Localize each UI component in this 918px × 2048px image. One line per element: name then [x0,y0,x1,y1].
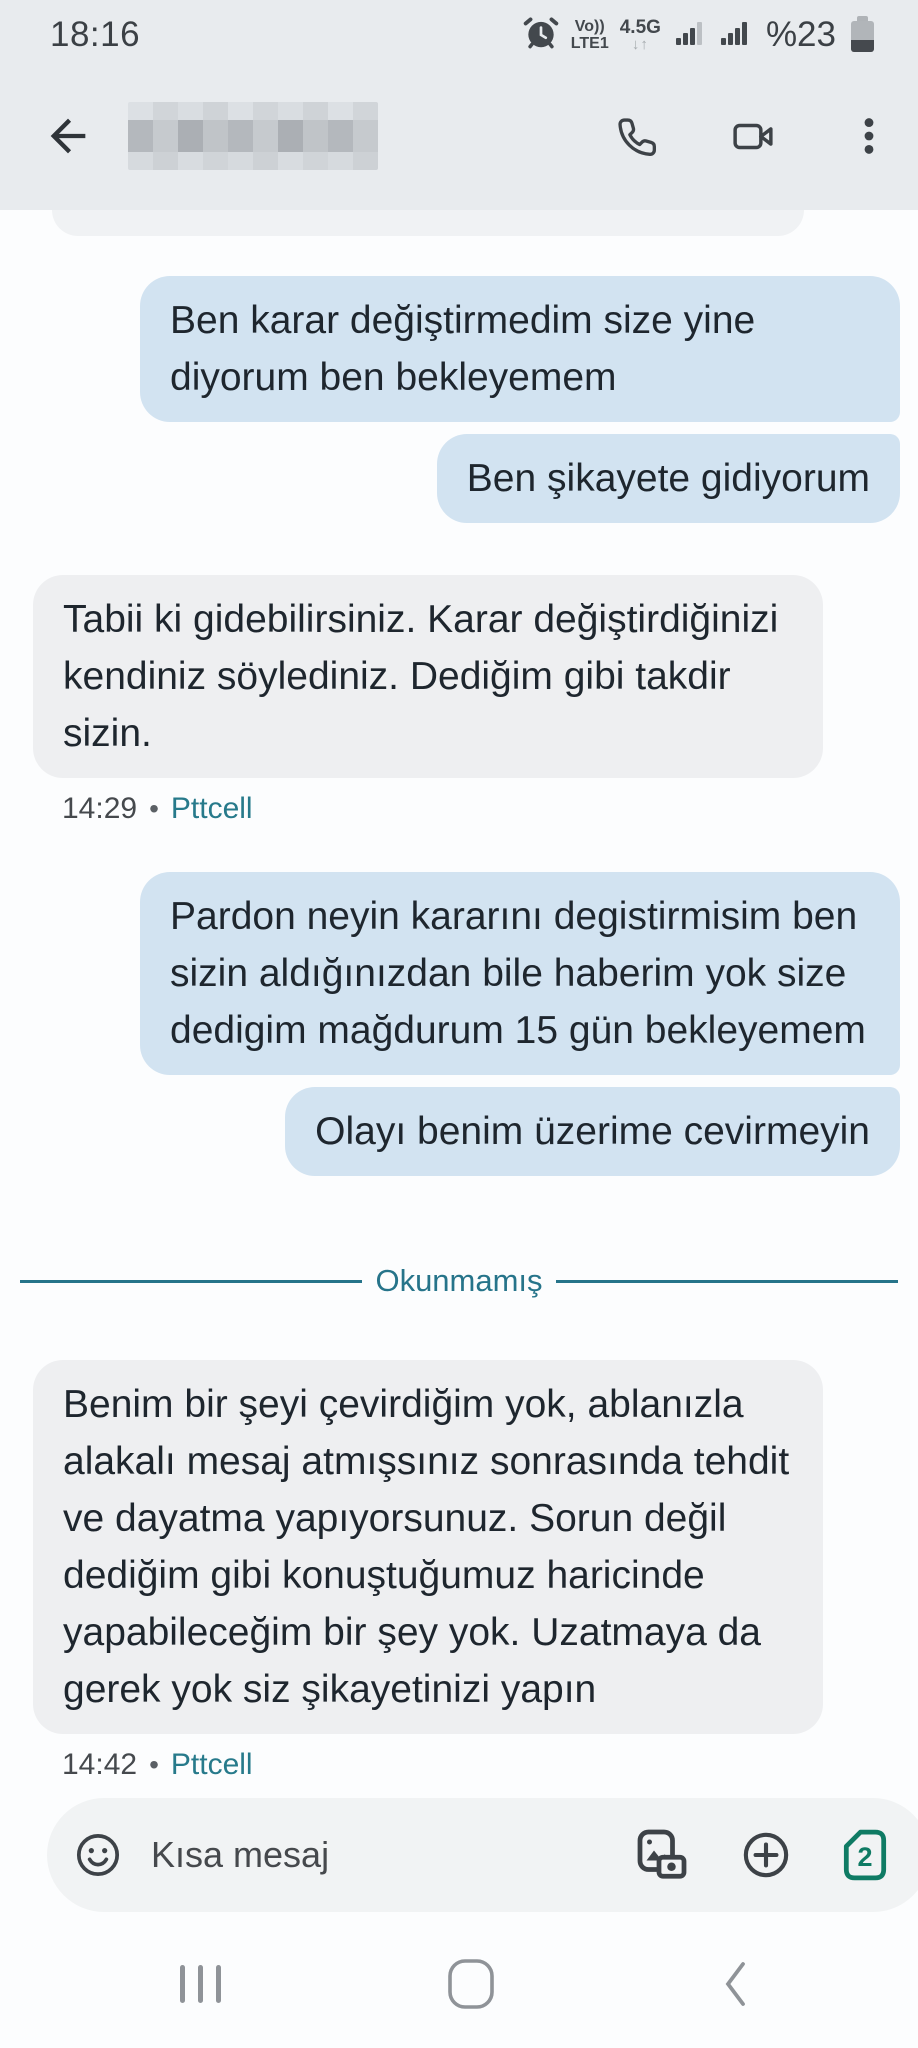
signal-bars-sim1-icon [672,16,706,55]
unread-divider [20,1260,898,1302]
message-bubble[interactable]: Ben karar değiştirmedim size yine diyorum ben bekleyemem [140,276,900,422]
meta-separator: • [149,1749,159,1780]
message-bubble[interactable]: Ben şikayete gidiyorum [437,434,900,523]
message-input-pill [47,1798,918,1912]
network-type-indicator: 4.5G ↓↑ [619,16,661,53]
divider-line [20,1280,362,1283]
message-bubble[interactable]: Tabii ki gidebilirsiniz. Karar değiştirdiğinizi kendiniz söylediniz. Dediğim gibi takdir sizin. [33,575,823,778]
signal-bars-sim2-icon [717,16,751,55]
message-time: 14:42 [62,1748,138,1780]
back-nav-button[interactable] [721,1959,749,2009]
back-chevron-icon [721,1959,749,2009]
status-bar [0,0,918,62]
alarm-icon [522,14,560,57]
recents-icon [180,1965,221,2003]
message-bubble[interactable]: Pardon neyin kararını degistirmisim ben sizin aldığınızdan bile haberim yok size dedigim mağdurum 15 gün bekleyemem [140,872,900,1075]
message-bubble[interactable]: Benim bir şeyi çevirdiğim yok, ablanızla alakalı mesaj atmışsınız sonrasında tehdit ve dayatma yapıyorsunuz. Sorun değil dediğim gibi konuştuğumuz haricinde yapabileceğim bir şey yok. Uzatmaya da gerek yok siz şikayetinizi yapın [33,1360,823,1734]
message-list [0,210,918,1780]
more-options-button[interactable] [846,113,892,159]
carrier-label: Pttcell [170,1748,253,1780]
status-icons [522,14,874,57]
message-row [0,872,918,1075]
conversation-app-bar [0,62,918,210]
message-row [0,276,918,422]
meta-separator: • [149,793,159,824]
clock-time: 18:16 [50,15,141,54]
redacted-contact-name[interactable] [128,102,378,170]
sim-slot-icon[interactable] [842,1828,888,1882]
top-chrome [0,0,918,210]
battery-icon [851,16,874,54]
message-row [0,1087,918,1176]
message-time: 14:29 [62,792,138,825]
composer-bar [0,1780,918,1930]
sim-badge-number: 2 [857,1842,873,1873]
back-button[interactable] [42,110,94,162]
call-button[interactable] [614,113,661,160]
carrier-label: Pttcell [170,792,253,825]
video-call-button[interactable] [729,112,778,161]
message-row [0,434,918,523]
battery-percent: %23 [765,15,836,54]
divider-line [556,1280,898,1283]
recents-button[interactable] [180,1965,221,2003]
message-row [0,1360,918,1734]
home-icon [446,1957,496,2011]
home-button[interactable] [446,1957,496,2011]
volte-indicator: Vo)) LTE1 [570,18,609,52]
emoji-icon[interactable] [73,1830,123,1880]
partial-message-bubble[interactable] [52,210,804,236]
message-text-input[interactable] [149,1833,618,1877]
message-meta [0,792,918,826]
add-attachment-icon[interactable] [740,1829,792,1881]
message-row [0,575,918,778]
gallery-camera-icon[interactable] [630,1825,690,1885]
unread-divider-label: Okunmamış [375,1263,543,1298]
navigation-bar [0,1930,918,2048]
message-meta [0,1748,918,1780]
message-bubble[interactable]: Olayı benim üzerime cevirmeyin [285,1087,900,1176]
